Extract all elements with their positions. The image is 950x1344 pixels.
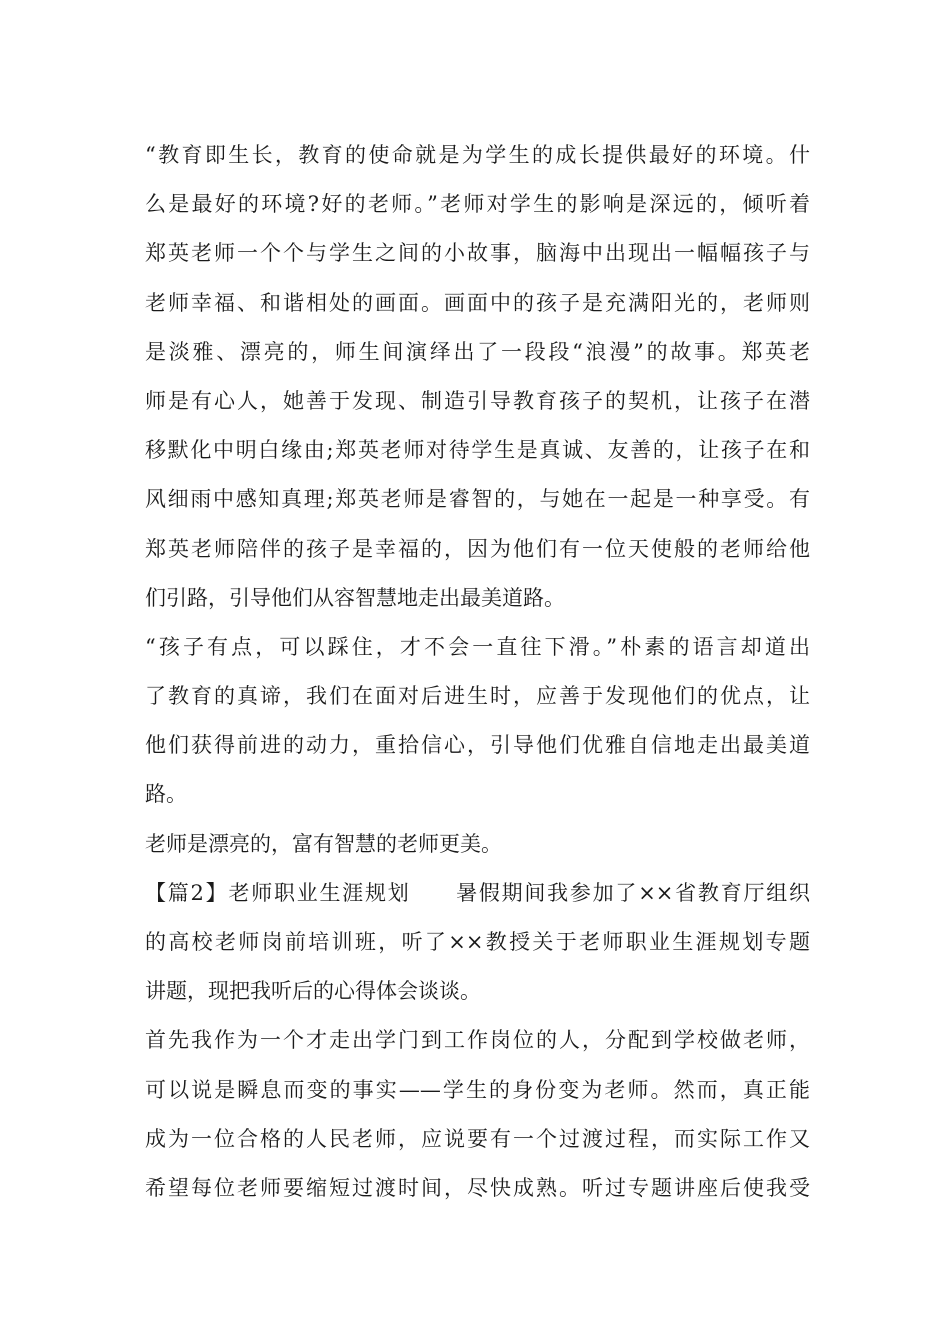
text-line: 【篇2】老师职业生涯规划 暑假期间我参加了××省教育厅组织 [145,880,810,905]
text-line: “孩子有点，可以踩住，才不会一直往下滑。”朴素的语言却道出 [145,634,810,659]
text-line: 可以说是瞬息而变的事实——学生的身份变为老师。然而，真正能 [145,1077,810,1102]
text-line: 了教育的真谛，我们在面对后进生时，应善于发现他们的优点，让 [145,684,810,709]
text-line: 讲题，现把我听后的心得体会谈谈。 [145,979,481,1004]
text-line: 老师幸福、和谐相处的画面。画面中的孩子是充满阳光的，老师则 [145,290,810,315]
text-line: 们引路，引导他们从容智慧地走出最美道路。 [145,585,565,610]
text-line: 成为一位合格的人民老师，应说要有一个过渡过程，而实际工作又 [145,1126,810,1151]
text-line: 希望每位老师要缩短过渡时间，尽快成熟。听过专题讲座后使我受 [145,1175,810,1200]
text-line: 他们获得前进的动力，重拾信心，引导他们优雅自信地走出最美道 [145,733,810,758]
text-line: 老师是漂亮的，富有智慧的老师更美。 [145,831,502,856]
text-line: 首先我作为一个才走出学门到工作岗位的人，分配到学校做老师， [145,1028,810,1053]
document-body [145,131,810,1213]
text-line: 郑英老师一个个与学生之间的小故事，脑海中出现出一幅幅孩子与 [145,241,810,266]
text-line: 么是最好的环境?好的老师。”老师对学生的影响是深远的，倾听着 [145,192,810,217]
text-line: 风细雨中感知真理;郑英老师是睿智的，与她在一起是一种享受。有 [145,487,810,512]
text-line: 移默化中明白缘由;郑英老师对待学生是真诚、友善的，让孩子在和 [145,438,810,463]
text-line: 路。 [145,782,187,807]
text-line: 郑英老师陪伴的孩子是幸福的，因为他们有一位天使般的老师给他 [145,536,810,561]
text-line: “教育即生长，教育的使命就是为学生的成长提供最好的环境。什 [145,143,810,167]
text-line: 是淡雅、漂亮的，师生间演绎出了一段段“浪漫”的故事。郑英老 [145,339,810,364]
text-line: 的高校老师岗前培训班，听了××教授关于老师职业生涯规划专题 [145,930,810,954]
text-line: 师是有心人，她善于发现、制造引导教育孩子的契机，让孩子在潜 [145,388,810,413]
